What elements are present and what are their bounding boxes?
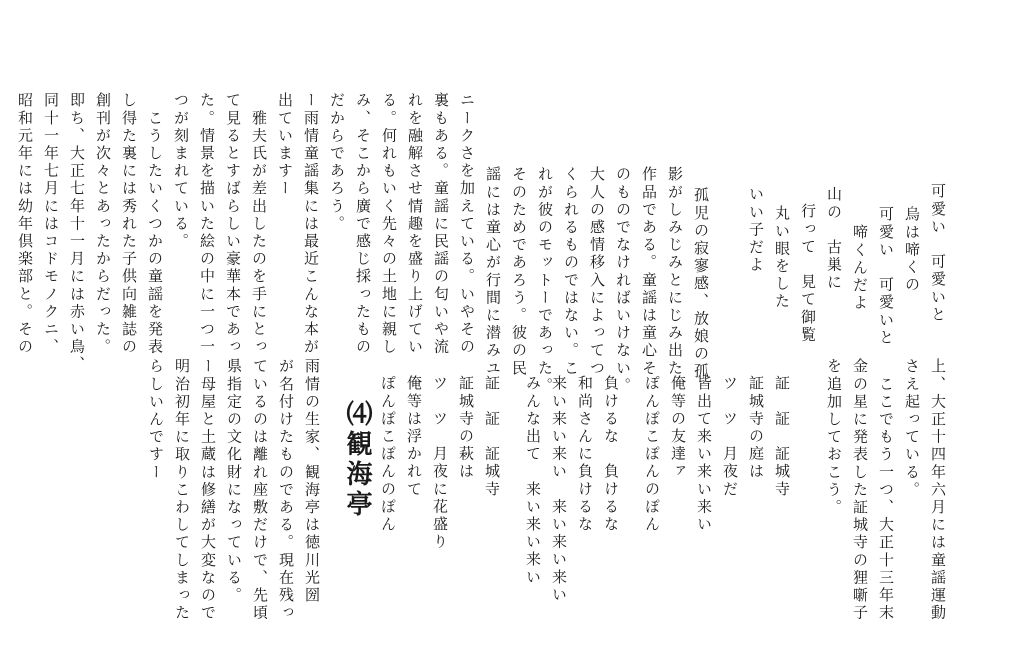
text-column: 明治初年に取りこわしてしまった	[173, 358, 191, 622]
text-column: ツ ツ 月夜だ	[721, 375, 739, 499]
text-column: 出ていますー	[276, 92, 294, 198]
text-column: ツ ツ 月夜に花盛り	[431, 375, 449, 551]
text-column: 皆出て来い来い来い	[695, 375, 713, 534]
text-column: らしいんですー	[147, 358, 165, 482]
text-column: さえ起っている。	[903, 358, 921, 499]
text-column: 上、大正十四年六月には童謡運動	[929, 358, 947, 622]
text-column: が名付けたものである。現在残っ	[277, 358, 295, 622]
text-column: 可愛い 可愛いと	[929, 183, 947, 324]
text-column: 昭和元年には幼年倶楽部と。その	[16, 92, 34, 356]
text-column: を追加しておこう。	[825, 358, 843, 517]
section-heading: ⑷観海亭	[342, 400, 372, 520]
text-column: 俺等は浮かれて	[405, 375, 423, 499]
text-column: し得た裏には秀れた子供向雑誌の	[120, 92, 138, 356]
text-column: つが刻まれている。	[172, 92, 190, 251]
text-column: こうしたいくつかの童謡を発表	[146, 92, 164, 356]
text-column: 可愛い 可愛いと	[877, 206, 895, 347]
text-column: 裏もある。童謡に民謡の匂いや流	[432, 92, 450, 356]
text-column: 大人の感情移入によってつ	[588, 166, 606, 378]
text-column: 和尚さんに負けるな	[576, 375, 594, 534]
text-column: た。情景を描いた絵の中に一つ一	[198, 92, 216, 356]
text-column: 創刊が次々とあったからだった。	[94, 92, 112, 356]
text-column: る。何れもいく先々の土地に親し	[380, 92, 398, 356]
text-column: のものでなければいけない。	[614, 166, 632, 395]
text-column: 謡には童心が行間に潜みユ	[484, 166, 502, 378]
text-column: 証城寺の萩は	[457, 375, 475, 481]
text-column: ニークさを加えている。いやその	[458, 92, 476, 356]
text-column: れが彼のモットーであった。	[536, 166, 554, 395]
text-column: 同十一年七月にはコドモノクニ、	[42, 92, 60, 356]
text-column: 烏は啼くの	[903, 206, 921, 294]
text-column: 負けるな 負けるな	[602, 375, 620, 534]
text-column: ここでもう一つ、大正十三年末	[877, 358, 895, 622]
text-column: み、そこから廣で感じ採ったもの	[354, 92, 372, 356]
text-column: 雨情の生家、観海亭は徳川光圀	[303, 358, 321, 605]
text-column: 孤児の寂寥感、放娘の孤	[692, 187, 710, 381]
text-column: 俺等の友達ァ	[669, 375, 687, 481]
text-column: ー母屋と土蔵は修繕が大変なので	[199, 358, 217, 622]
text-column: 啼くんだよ	[851, 224, 869, 312]
text-column: 即ち、大正七年十一月には赤い鳥、	[68, 92, 86, 374]
text-column: 証 証 証城寺	[773, 375, 791, 499]
text-column: 県指定の文化財になっている。	[225, 358, 243, 605]
text-column: 証 証 証城寺	[483, 375, 501, 499]
text-column: そのためであろう。彼の民	[510, 166, 528, 378]
text-column: 金の星に発表した証城寺の狸噺子	[851, 358, 869, 622]
text-column: 証城寺の庭は	[747, 375, 765, 481]
text-column: て見るとすばらしい豪華本であっ	[224, 92, 242, 356]
text-column: ぽんぽこぽんのぽん	[379, 375, 397, 534]
text-column: ぽんぽこぽんのぽん	[643, 375, 661, 534]
text-column: ているのは離れ座敷だけで、先頃	[251, 358, 269, 622]
text-column: いい子だよ	[747, 186, 765, 274]
text-column: だからであろう。	[328, 92, 346, 233]
text-column: 影がしみじみとにじみ出た	[666, 166, 684, 378]
text-column: れを融解させ情趣を盛り上げてい	[406, 92, 424, 356]
text-column: 来い来い来い 来い来い来い	[550, 375, 568, 604]
text-column: ー雨情童謡集には最近こんな本が	[302, 92, 320, 356]
text-column: 山の 古巣に	[825, 186, 843, 292]
text-column: 雅夫氏が差出したのを手にとっ	[250, 92, 268, 356]
text-column: みんな出て 来い来い来い	[524, 375, 542, 587]
text-column: 丸い眼をした	[773, 205, 791, 311]
text-column: 作品である。童謡は童心そ	[640, 166, 658, 378]
text-column: くられるものではない。こ	[562, 166, 580, 378]
text-column: 行って 見て御覧	[799, 203, 817, 344]
